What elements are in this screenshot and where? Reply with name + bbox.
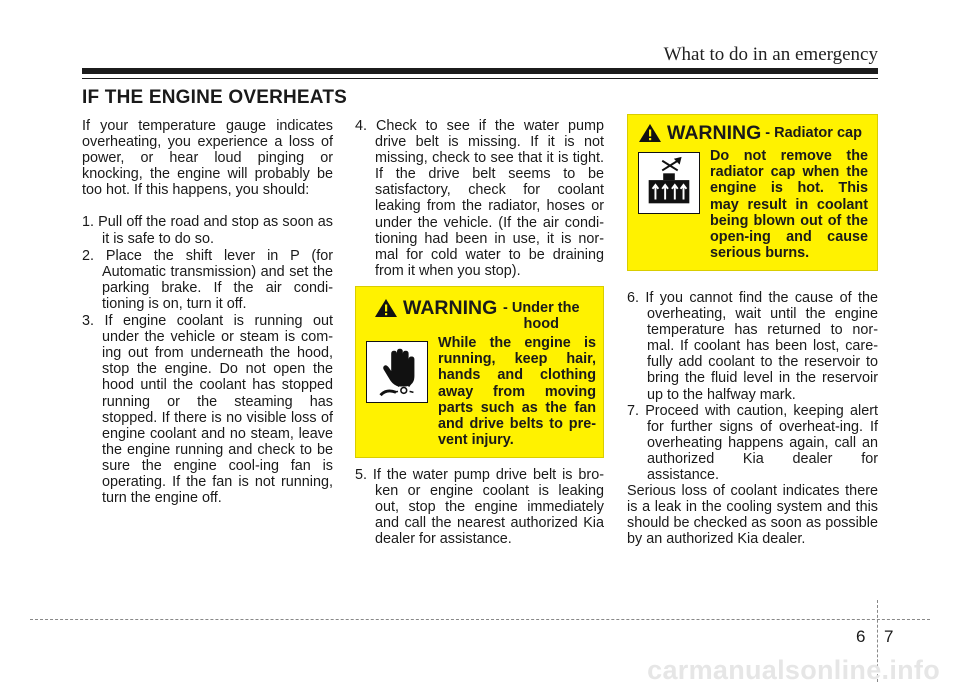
closing-paragraph: Serious loss of coolant indicates there is a leak in the cooling system and this should be checked as soon as possible by an authorized Kia dealer.	[627, 483, 878, 548]
header-title: What to do in an emergency	[663, 44, 878, 65]
column-right	[627, 290, 878, 548]
intro-paragraph: If your temperature gauge indicates overheating, you experience a loss of power, or hear loud pinging or knocking, the engine will probably be too hot. If this happens, you should:	[82, 118, 333, 199]
column-middle-lower	[355, 467, 604, 547]
step-3: 3. If engine coolant is running out under the vehicle or steam is com-ing out from underneath the hood, stop the engine. Do not open the hood until the coolant has stopped running or the steaming has stopped. If there is no visible loss of engine coolant and no steam, leave the engine running and check to be sure the engine cool-ing fan is operating. If the fan is not running, turn the engine off.	[82, 313, 333, 507]
chapter-number: 6	[856, 627, 866, 646]
warning-triangle-icon	[638, 123, 662, 143]
column-middle	[355, 118, 604, 279]
warning-label: WARNING	[667, 122, 762, 144]
step-5: 5. If the water pump drive belt is bro-ken or engine coolant is leaking out, stop the engine immediately and call the nearest authorized Kia dealer for assistance.	[355, 467, 604, 548]
step-2: 2. Place the shift lever in P (for Automatic transmission) and set the parking brake. If the air condi-tioning is on, turn it off.	[82, 247, 333, 312]
page-number: 7	[884, 627, 894, 646]
header-rule-thin	[82, 78, 878, 79]
column-left	[82, 118, 333, 507]
warning-box-radiator-cap	[627, 114, 878, 271]
warning-subtitle: - Radiator cap	[765, 125, 862, 141]
step-6: 6. If you cannot find the cause of the overheating, wait until the engine temperature has returned to nor-mal. If coolant has been lost, care-fully add coolant to the reservoir to bring the fluid level in the reservoir up to the halfway mark.	[627, 290, 878, 403]
radiator-cap-hot-icon	[638, 152, 700, 214]
warning-triangle-icon	[374, 298, 398, 318]
watermark: carmanualsonline.info	[647, 655, 940, 685]
warning-box-under-hood	[355, 286, 604, 458]
step-4: 4. Check to see if the water pump drive belt is missing. If it is not missing, check to see that it is tight. If the drive belt seems to be satisfactory, check for coolant leaking from the radiator, hoses or under the vehicle. (If the air condi-tioning had been in use, it is nor-mal for cold water to be draining from it when you stop).	[355, 118, 604, 279]
section-title: IF THE ENGINE OVERHEATS	[82, 87, 347, 108]
step-7: 7. Proceed with caution, keeping alert for further signs of overheat-ing. If overheating happens again, call an authorized Kia dealer for assistance.	[627, 402, 878, 484]
hand-fan-icon	[366, 341, 428, 403]
warning-header	[638, 123, 862, 143]
warning-text: Do not remove the radiator cap when the engine is hot. This may result in coolant being blown out of the open-ing and cause serious burns.	[710, 148, 868, 262]
warning-label: WARNING	[403, 297, 498, 319]
warning-text: While the engine is running, keep hair, hands and clothing away from moving parts such as the fan and drive belts to pre-vent injury.	[438, 335, 596, 449]
header-rule	[82, 68, 878, 74]
warning-header	[374, 298, 581, 332]
step-1: 1. Pull off the road and stop as soon as it is safe to do so.	[82, 214, 333, 247]
warning-subtitle: - Under the hood	[502, 300, 580, 332]
footer-rule	[30, 619, 930, 620]
